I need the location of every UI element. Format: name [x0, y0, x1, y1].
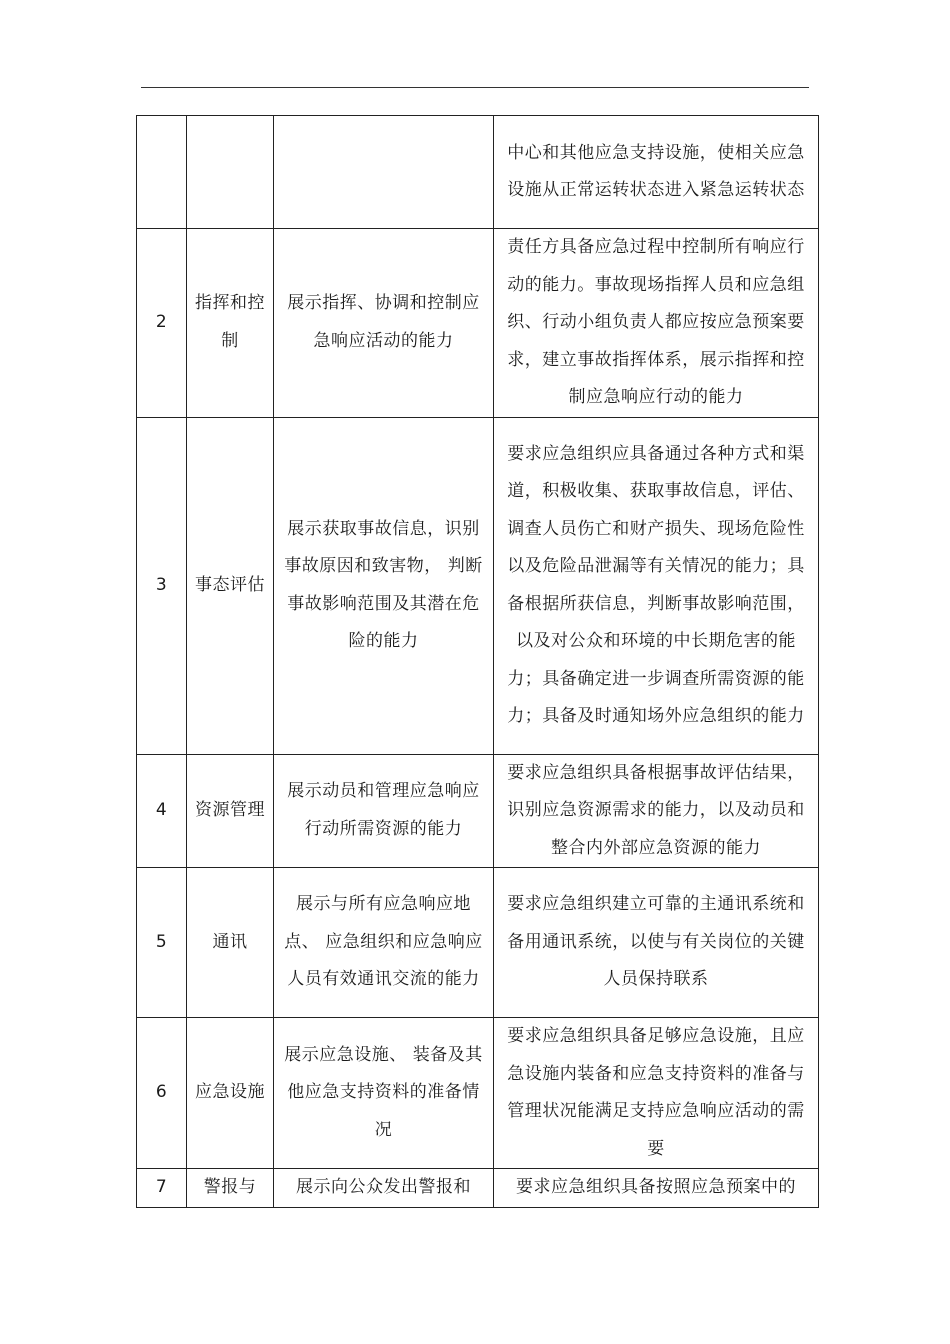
capability-table	[136, 115, 819, 1208]
table-row	[137, 116, 819, 229]
row-item: 警报与	[187, 1169, 274, 1208]
row-item: 资源管理	[187, 754, 274, 868]
row-number: 4	[137, 754, 187, 868]
table-row	[137, 229, 819, 418]
row-number: 7	[137, 1169, 187, 1208]
row-requirement: 要求应急组织具备根据事故评估结果，识别应急资源需求的能力，以及动员和整合内外部应急资源的能力	[494, 754, 819, 868]
row-item: 应急设施	[187, 1018, 274, 1169]
row-number: 6	[137, 1018, 187, 1169]
row-description: 展示与所有应急响应地点、 应急组织和应急响应人员有效通讯交流的能力	[274, 868, 494, 1018]
table-row	[137, 1169, 819, 1208]
row-description: 展示动员和管理应急响应行动所需资源的能力	[274, 754, 494, 868]
row-number	[137, 116, 187, 229]
row-description: 展示获取事故信息，识别事故原因和致害物， 判断事故影响范围及其潜在危险的能力	[274, 417, 494, 754]
row-description: 展示指挥、协调和控制应急响应活动的能力	[274, 229, 494, 418]
row-item: 指挥和控制	[187, 229, 274, 418]
table-row	[137, 868, 819, 1018]
row-number: 5	[137, 868, 187, 1018]
row-requirement: 要求应急组织具备按照应急预案中的	[494, 1169, 819, 1208]
table-row	[137, 1018, 819, 1169]
row-requirement: 要求应急组织应具备通过各种方式和渠道，积极收集、获取事故信息，评估、调查人员伤亡和财产损失、现场危险性以及危险品泄漏等有关情况的能力；具备根据所获信息，判断事故影响范围，以及对公众和环境的中长期危害的能力；具备确定进一步调查所需资源的能力；具备及时通知场外应急组织的能力	[494, 417, 819, 754]
row-description: 展示应急设施、 装备及其他应急支持资料的准备情况	[274, 1018, 494, 1169]
row-requirement: 要求应急组织具备足够应急设施，且应急设施内装备和应急支持资料的准备与管理状况能满足支持应急响应活动的需要	[494, 1018, 819, 1169]
row-description: 展示向公众发出警报和	[274, 1169, 494, 1208]
row-requirement: 中心和其他应急支持设施，使相关应急设施从正常运转状态进入紧急运转状态	[494, 116, 819, 229]
row-item: 通讯	[187, 868, 274, 1018]
table-row	[137, 417, 819, 754]
row-description	[274, 116, 494, 229]
row-requirement: 要求应急组织建立可靠的主通讯系统和备用通讯系统，以使与有关岗位的关键人员保持联系	[494, 868, 819, 1018]
row-item	[187, 116, 274, 229]
row-number: 3	[137, 417, 187, 754]
table-row	[137, 754, 819, 868]
row-item: 事态评估	[187, 417, 274, 754]
header-rule	[141, 87, 809, 88]
row-number: 2	[137, 229, 187, 418]
row-requirement: 责任方具备应急过程中控制所有响应行动的能力。事故现场指挥人员和应急组织、行动小组负责人都应按应急预案要求，建立事故指挥体系，展示指挥和控制应急响应行动的能力	[494, 229, 819, 418]
